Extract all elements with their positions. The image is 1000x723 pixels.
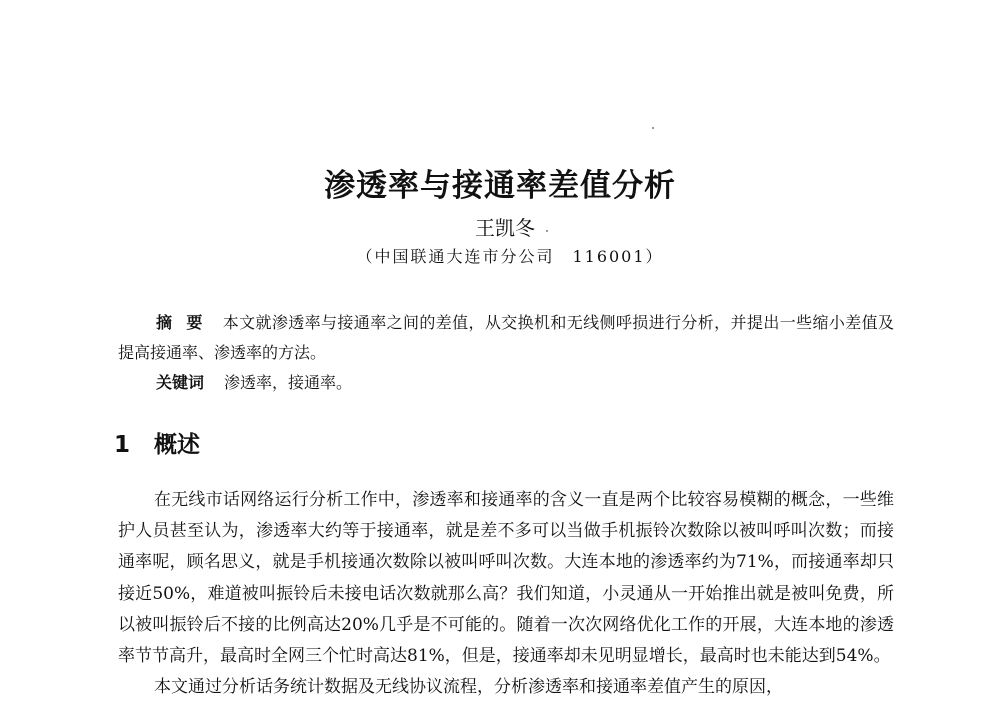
author-name: 王凯冬 bbox=[475, 216, 535, 240]
body-text bbox=[118, 485, 894, 703]
section-title: 概述 bbox=[154, 432, 201, 458]
body-paragraph-1: 在无线市话网络运行分析工作中，渗透率和接通率的含义一直是两个比较容易模糊的概念，一些维护人员甚至认为，渗透率大约等于接通率，就是差不多可以当做手机振铃次数除以被叫呼叫次数；而接通率呢，顾名思义，就是手机接通次数除以被叫呼叫次数。大连本地的渗透率约为71%，而接通率却只接近50%，难道被叫振铃后未接电话次数就那么高？我们知道，小灵通从一开始推出就是被叫免费，所以被叫振铃后不接的比例高达20%几乎是不可能的。随着一次次网络优化工作的开展，大连本地的渗透率节节高升，最高时全网三个忙时高达81%，但是，接通率却未见明显增长，最高时也未能达到54%。 bbox=[118, 490, 894, 667]
body-paragraph-2: 本文通过分析话务统计数据及无线协议流程，分析渗透率和接通率差值产生的原因， bbox=[154, 677, 783, 698]
abstract-label: 摘要 bbox=[156, 313, 217, 332]
section-number: 1 bbox=[114, 432, 131, 458]
abstract-text: 本文就渗透率与接通率之间的差值，从交换机和无线侧呼损进行分析，并提出一些缩小差值及提高接通率、渗透率的方法。 bbox=[118, 313, 894, 362]
scan-speck bbox=[652, 127, 654, 129]
keywords-block bbox=[156, 369, 352, 397]
abstract-block bbox=[118, 308, 894, 368]
keywords-label: 关键词 bbox=[156, 373, 205, 392]
paper-title: 渗透率与接通率差值分析 bbox=[324, 168, 676, 204]
section-heading bbox=[114, 426, 200, 459]
author-affiliation: （中国联通大连市分公司 116001） bbox=[356, 247, 664, 266]
keywords-text: 渗透率，接通率。 bbox=[224, 373, 353, 392]
